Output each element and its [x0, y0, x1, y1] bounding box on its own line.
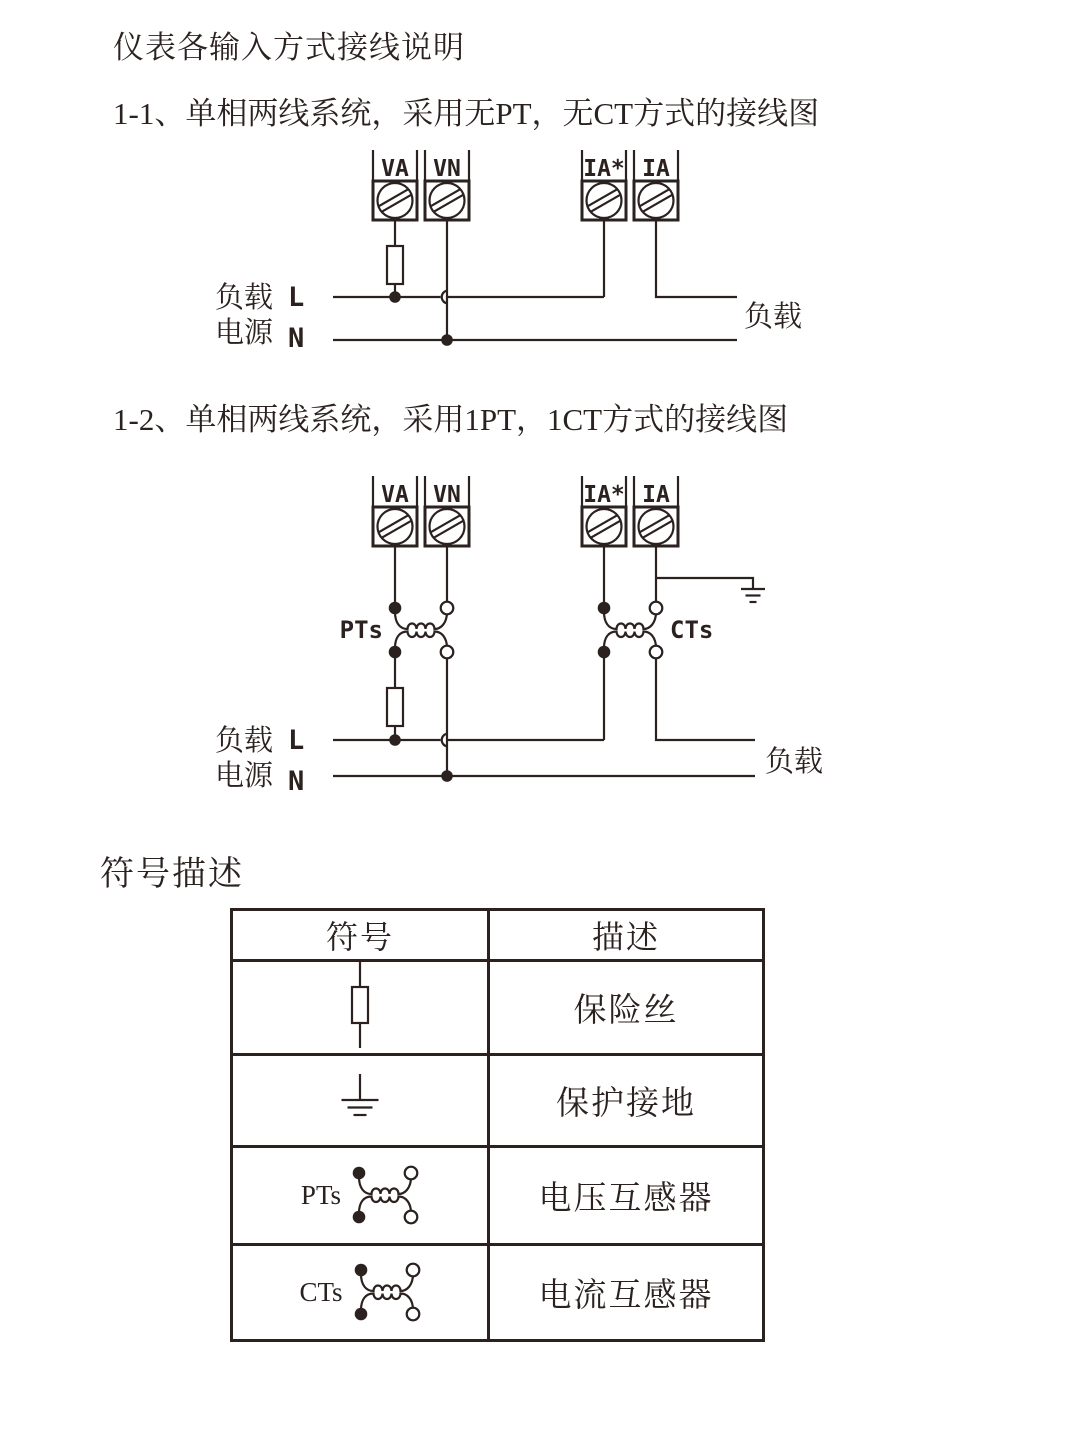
terminal-va-label: VA — [381, 482, 409, 508]
wires — [333, 220, 737, 346]
table-row — [232, 961, 764, 1055]
junction-dot — [389, 734, 401, 746]
ct-symbol-label: CTs — [299, 1277, 343, 1307]
earth-branch-wire — [656, 578, 753, 589]
earth-description: 保护接地 — [489, 1055, 764, 1147]
protective-earth-symbol — [741, 589, 765, 602]
source-label-left: 电源 — [215, 760, 274, 792]
ct-description: 电流互感器 — [489, 1245, 764, 1341]
pt-description: 电压互感器 — [489, 1147, 764, 1245]
fuse-icon — [340, 962, 380, 1048]
junction-dot — [441, 334, 453, 346]
terminal-va-label: VA — [381, 156, 409, 182]
wires — [333, 546, 765, 782]
terminal-ia-label: IA — [642, 156, 670, 182]
table-row — [232, 1055, 764, 1147]
line-l-label: L — [288, 282, 305, 313]
current-transformer-icon — [353, 1262, 421, 1324]
terminal-ia-star-label: IA* — [583, 156, 625, 182]
junction-dot — [441, 770, 453, 782]
ct-symbol-cell — [232, 1245, 489, 1341]
source-label-left: 电源 — [215, 317, 274, 349]
load-label-left: 负载 — [215, 725, 274, 757]
table-row — [232, 1147, 764, 1245]
diagram-1-1 — [180, 140, 840, 370]
earth-symbol-cell — [232, 1055, 489, 1147]
fuse-symbol-cell — [232, 961, 489, 1055]
section-1-2-heading: 1-2、单相两线系统，采用1PT，1CT方式的接线图 — [113, 402, 789, 437]
pt-symbol-cell — [232, 1147, 489, 1245]
ia-wire — [656, 220, 737, 297]
load-label-left: 负载 — [215, 282, 274, 314]
pt-symbol-label: PTs — [300, 1180, 342, 1210]
col-header-description: 描述 — [489, 910, 764, 961]
line-n-label: N — [288, 766, 305, 797]
fuse-description: 保险丝 — [489, 961, 764, 1055]
col-header-symbol: 符号 — [232, 910, 489, 961]
symbol-description-heading: 符号描述 — [100, 856, 244, 893]
fuse-symbol — [387, 688, 403, 726]
fuse-symbol — [387, 246, 403, 284]
line-l-label: L — [288, 725, 305, 756]
voltage-transformer-icon — [351, 1165, 419, 1227]
load-label-right: 负载 — [744, 301, 803, 333]
terminal-ia-star-label: IA* — [583, 482, 625, 508]
table-header-row — [232, 910, 764, 961]
section-1-1-heading: 1-1、单相两线系统，采用无PT，无CT方式的接线图 — [113, 96, 820, 131]
symbol-table — [230, 908, 765, 1342]
ct-transformer-symbol — [598, 602, 663, 659]
terminal-vn-label: VN — [433, 482, 461, 508]
ct-label: CTs — [670, 616, 714, 644]
page-title: 仪表各输入方式接线说明 — [113, 30, 465, 65]
junction-dot — [389, 291, 401, 303]
terminal-vn-label: VN — [433, 156, 461, 182]
terminal-ia-label: IA — [642, 482, 670, 508]
ct-lower-right-wire — [656, 658, 755, 740]
load-label-right: 负载 — [765, 746, 824, 778]
diagram-1-2 — [180, 470, 840, 810]
pt-transformer-symbol — [389, 602, 454, 659]
protective-earth-icon — [338, 1074, 382, 1122]
table-row — [232, 1245, 764, 1341]
line-n-label: N — [288, 323, 305, 354]
pt-label: PTs — [339, 616, 383, 644]
